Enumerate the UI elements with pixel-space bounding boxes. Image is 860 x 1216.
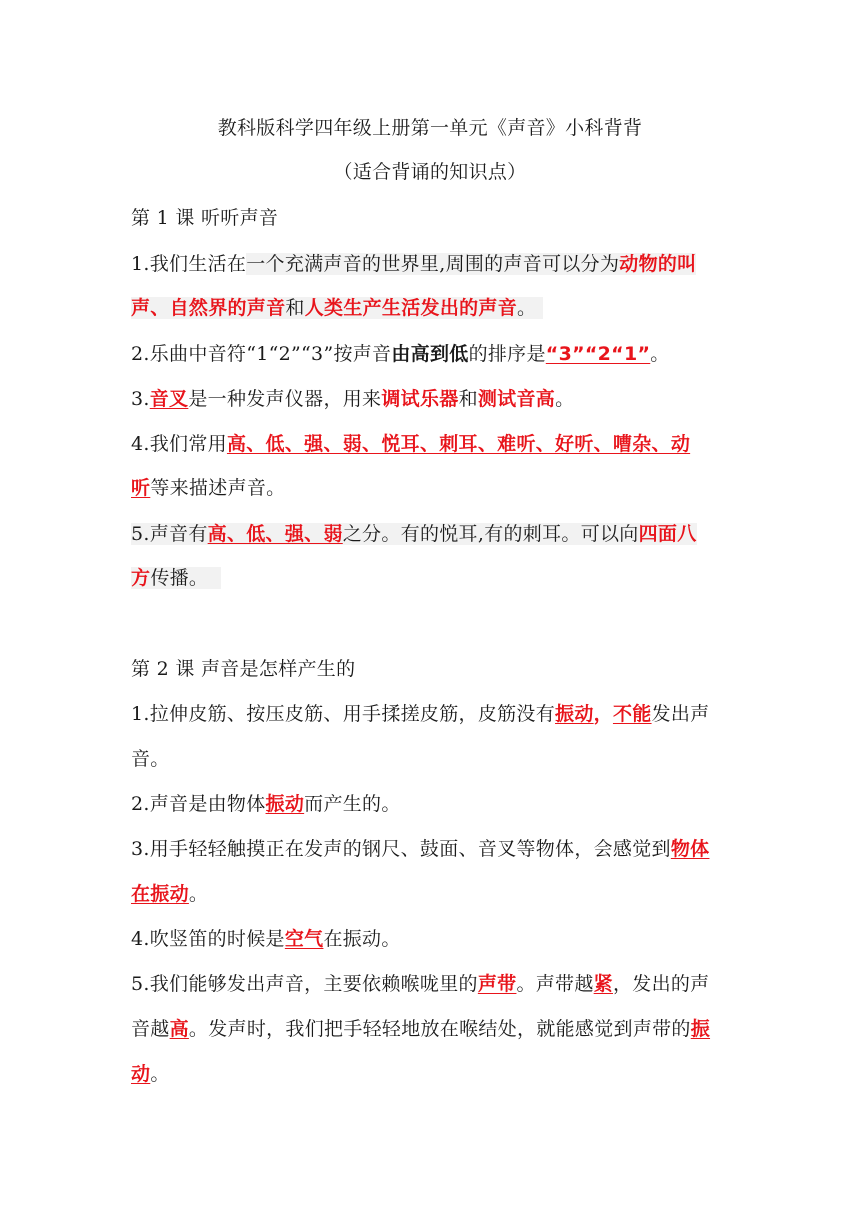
lesson-2-heading: 第 2 课 声音是怎样产生的: [131, 658, 356, 680]
lesson-1-item-1-line-1: 1.我们生活在一个充满声音的世界里,周围的声音可以分为动物的叫: [131, 253, 697, 275]
lesson-1-item-5-line-1: 5.声音有高、低、强、弱之分。有的悦耳,有的刺耳。可以向四面八: [131, 523, 697, 545]
lesson-2-item-2: 2.声音是由物体振动而产生的。: [131, 793, 401, 815]
lesson-2-item-5-line-3: 动。: [131, 1063, 170, 1085]
lesson-1-item-2: 2.乐曲中音符“1“2”“3”按声音由高到低的排序是“3”“2“1”。: [131, 343, 670, 365]
lesson-2-item-1-line-2: 音。: [131, 748, 170, 770]
lesson-2-item-5-line-1: 5.我们能够发出声音，主要依赖喉咙里的声带。声带越紧，发出的声: [131, 973, 710, 995]
lesson-2-item-1-line-1: 1.拉伸皮筋、按压皮筋、用手揉搓皮筋，皮筋没有振动，不能发出声: [131, 703, 710, 725]
lesson-1-item-4-line-1: 4.我们常用高、低、强、弱、悦耳、刺耳、难听、好听、嘈杂、动: [131, 433, 691, 455]
lesson-2-item-3-line-2: 在振动。: [131, 883, 209, 905]
lesson-1-heading: 第 1 课 听听声音: [131, 207, 279, 229]
lesson-2-item-5-line-2: 音越高。发声时，我们把手轻轻地放在喉结处，就能感觉到声带的振: [131, 1018, 711, 1040]
lesson-1-item-1-line-2: 声、自然界的声音和人类生产生活发出的声音。: [131, 295, 543, 321]
lesson-1-item-4-line-2: 听等来描述声音。: [131, 477, 286, 499]
document-subtitle: （适合背诵的知识点）: [333, 161, 527, 183]
lesson-2-item-4: 4.吹竖笛的时候是空气在振动。: [131, 928, 401, 950]
document-title: 教科版科学四年级上册第一单元《声音》小科背背: [217, 117, 643, 139]
lesson-2-item-3-line-1: 3.用手轻轻触摸正在发声的钢尺、鼓面、音叉等物体，会感觉到物体: [131, 838, 710, 860]
lesson-1-item-5-line-2: 方传播。: [131, 565, 221, 591]
lesson-1-item-3: 3.音叉是一种发声仪器，用来调试乐器和测试音高。: [131, 388, 575, 410]
